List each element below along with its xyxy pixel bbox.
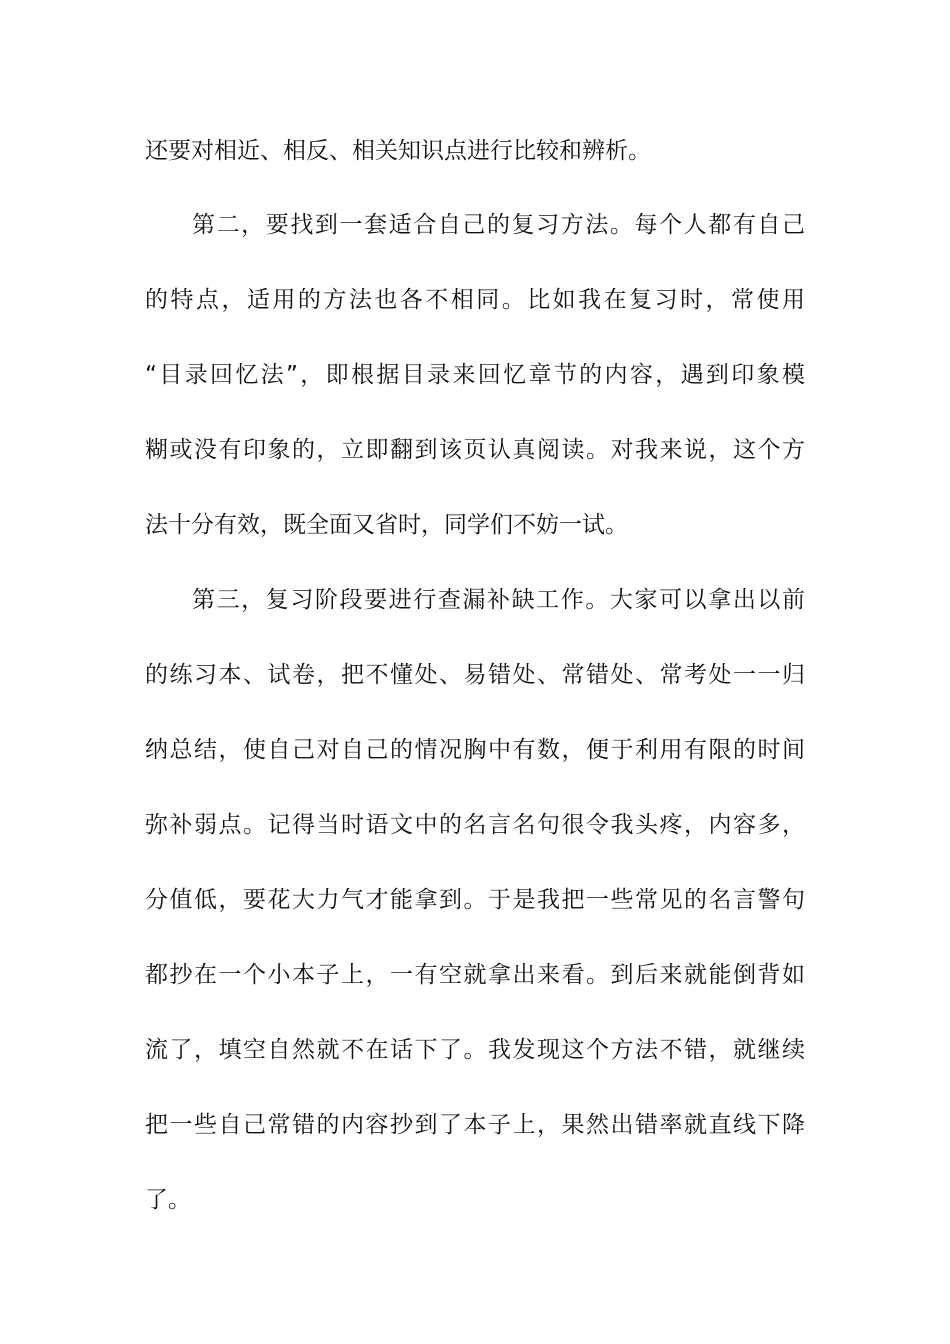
- text-line: 了。: [145, 1187, 191, 1213]
- text-line: 纳总结，使自己对自己的情况胸中有数，便于利用有限的时间: [145, 737, 805, 763]
- text-line: 法十分有效，既全面又省时，同学们不妨一试。: [145, 512, 628, 538]
- text-line: 的练习本、试卷，把不懂处、易错处、常错处、常考处一一归: [145, 662, 805, 688]
- text-line: 糊或没有印象的，立即翻到该页认真阅读。对我来说，这个方: [145, 437, 805, 463]
- text-line: 的特点，适用的方法也各不相同。比如我在复习时，常使用: [145, 287, 805, 313]
- paragraph-first-line: 第二，要找到一套适合自己的复习方法。每个人都有自己: [192, 212, 805, 238]
- text-line: 流了，填空自然就不在话下了。我发现这个方法不错，就继续: [145, 1037, 805, 1063]
- text-line: 把一些自己常错的内容抄到了本子上，果然出错率就直线下降: [145, 1112, 805, 1138]
- text-line: 都抄在一个小本子上，一有空就拿出来看。到后来就能倒背如: [145, 962, 805, 988]
- text-line: 弥补弱点。记得当时语文中的名言名句很令我头疼，内容多，: [145, 812, 805, 838]
- text-line: 还要对相近、相反、相关知识点进行比较和辨析。: [145, 138, 651, 164]
- paragraph-first-line: 第三，复习阶段要进行查漏补缺工作。大家可以拿出以前: [192, 587, 805, 613]
- text-line: 分值低，要花大力气才能拿到。于是我把一些常见的名言警句: [145, 887, 805, 913]
- text-line: “目录回忆法”，即根据目录来回忆章节的内容，遇到印象模: [145, 362, 805, 388]
